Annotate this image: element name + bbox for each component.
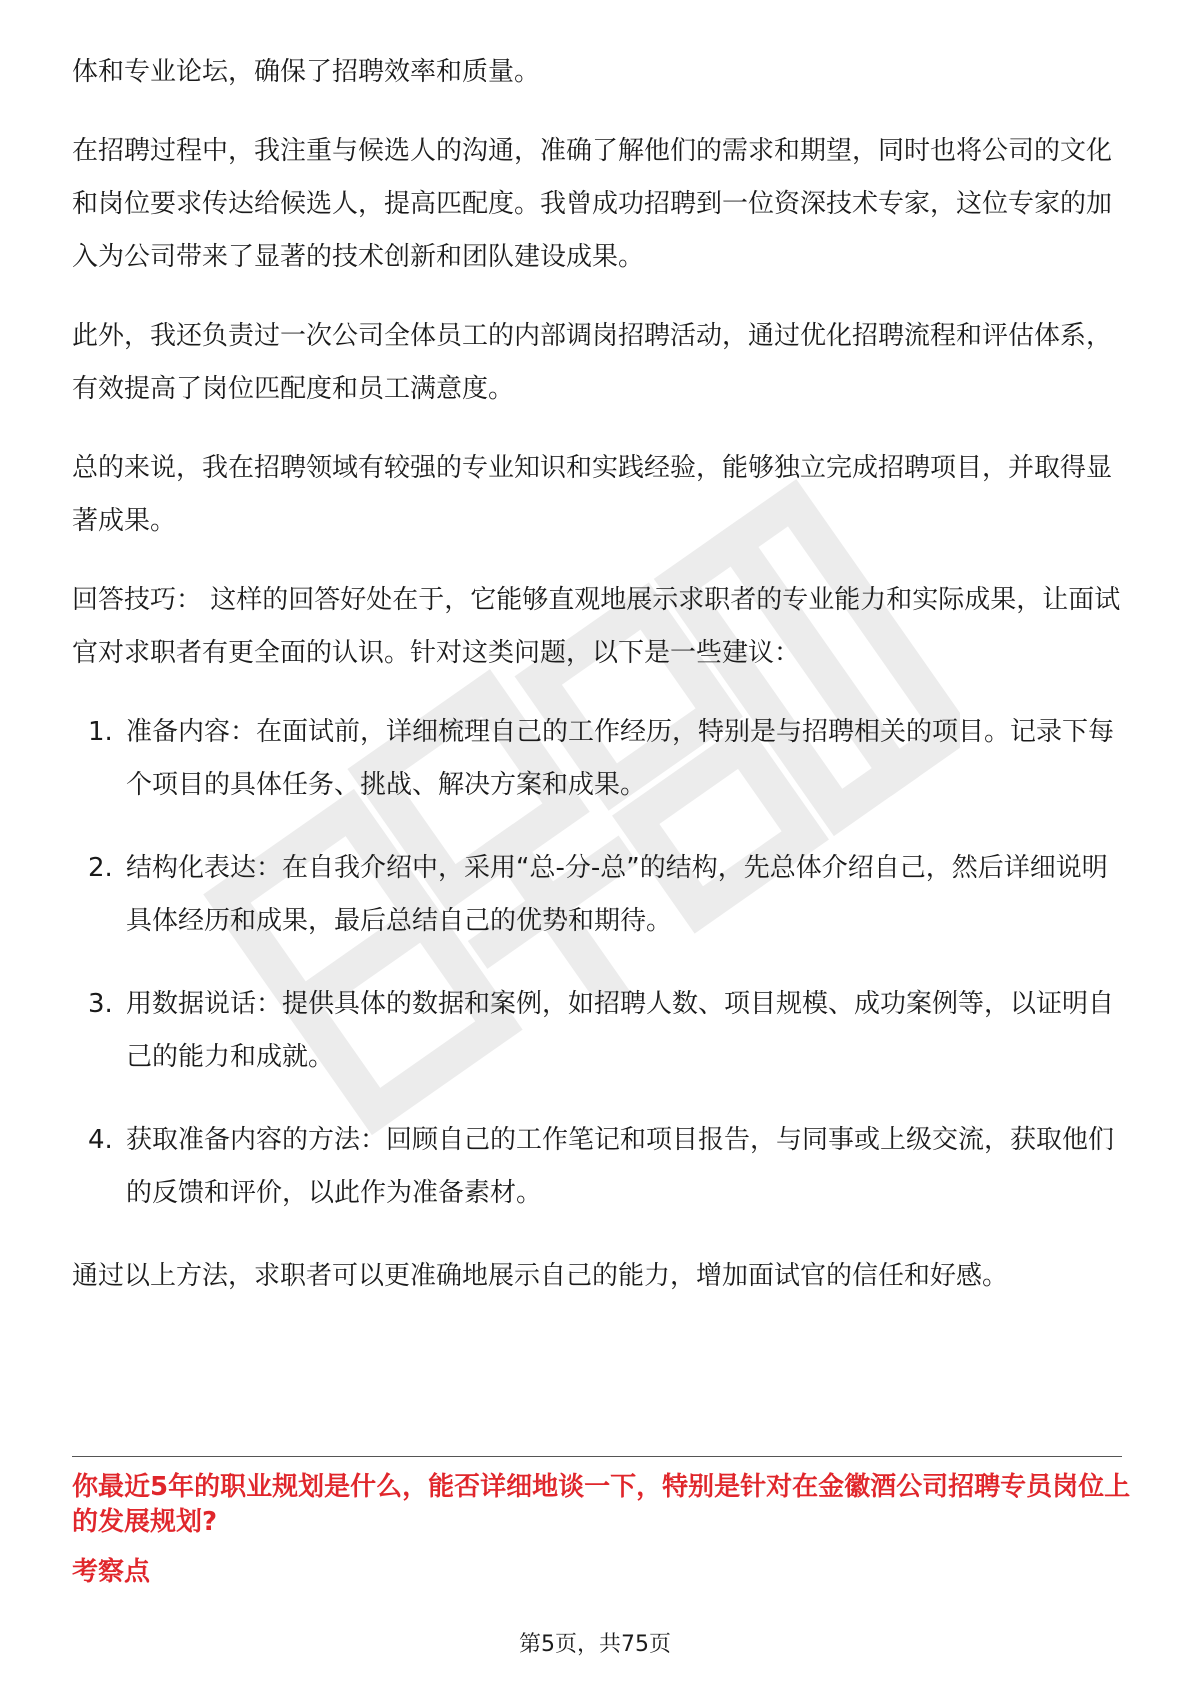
list-item-text: 获取准备内容的方法：回顾自己的工作笔记和项目报告，与同事或上级交流，获取他们的反馈和评价，以此作为准备素材。 [126,1125,1115,1208]
list-item [72,978,1122,1084]
paragraph-continuation: 体和专业论坛，确保了招聘效率和质量。 [72,57,541,87]
next-question-heading: 你最近5年的职业规划是什么，能否详细地谈一下，特别是针对在金徽酒公司招聘专员岗位上的发展规划? [72,1472,1131,1537]
paragraph-summary: 总的来说，我在招聘领域有较强的专业知识和实践经验，能够独立完成招聘项目，并取得显著成果。 [72,453,1113,536]
paragraph-answer-tips: 回答技巧： 这样的回答好处在于，它能够直观地展示求职者的专业能力和实际成果，让面试官对求职者有更全面的认识。针对这类问题，以下是一些建议： [72,585,1121,668]
list-item-number: 3. [88,989,113,1019]
paragraph-closing: 通过以上方法，求职者可以更准确地展示自己的能力，增加面试官的信任和好感。 [72,1261,1009,1291]
list-item-text: 准备内容：在面试前，详细梳理自己的工作经历，特别是与招聘相关的项目。记录下每个项目的具体任务、挑战、解决方案和成果。 [126,717,1115,800]
list-item-text: 用数据说话：提供具体的数据和案例，如招聘人数、项目规模、成功案例等，以证明自己的能力和成就。 [126,989,1115,1072]
paragraph-communication: 在招聘过程中，我注重与候选人的沟通，准确了解他们的需求和期望，同时也将公司的文化和岗位要求传达给候选人，提高匹配度。我曾成功招聘到一位资深技术专家，这位专家的加入为公司带来了显著的技术创新和团队建设成果。 [72,136,1113,272]
list-item-number: 1. [88,717,113,747]
list-item [72,706,1122,812]
section-label-assessment-points: 考察点 [72,1557,151,1587]
list-item [72,1114,1122,1220]
list-item-number: 4. [88,1125,113,1155]
tips-list [72,706,1122,1220]
document-body [72,46,1122,1329]
list-item [72,842,1122,948]
section-divider [72,1456,1122,1457]
list-item-text: 结构化表达：在自我介绍中，采用“总-分-总”的结构，先总体介绍自己，然后详细说明具体经历和成果，最后总结自己的优势和期待。 [126,853,1108,936]
paragraph-internal-transfer: 此外，我还负责过一次公司全体员工的内部调岗招聘活动，通过优化招聘流程和评估体系，有效提高了岗位匹配度和员工满意度。 [72,321,1113,404]
page-number-footer: 第5页，共75页 [519,1632,671,1657]
list-item-number: 2. [88,853,113,883]
